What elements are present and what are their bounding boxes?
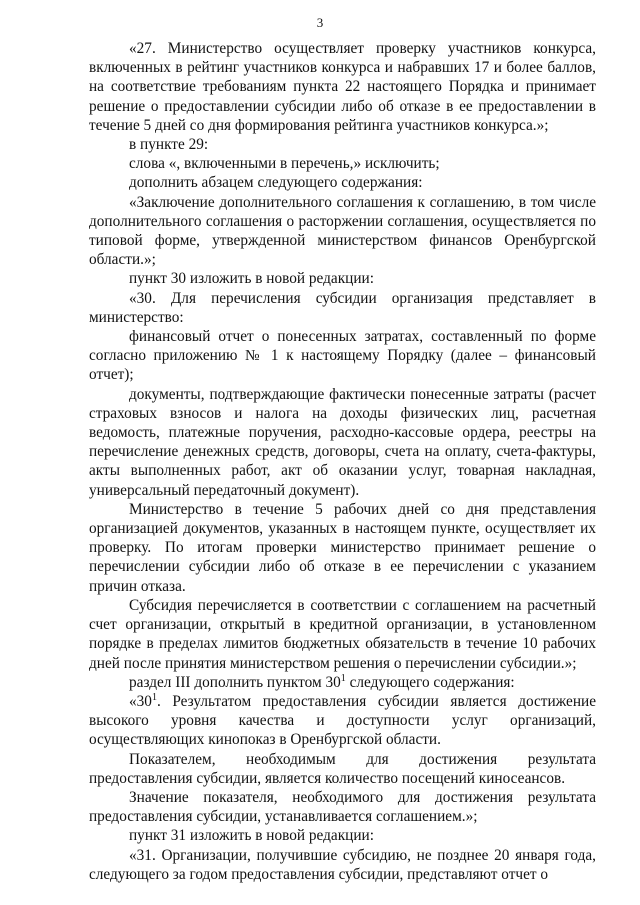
paragraph-subsidy-transfer: Субсидия перечисляется в соответствии с соглашением на расчетный счет организации, открытый в кредитной организации, в установленном порядке в пределах лимитов бюджетных обязательств в течение 10 рабочих дней после принятия министерством решения о перечислении субсидии.»; <box>89 596 596 672</box>
paragraph-p30-intro: пункт 30 изложить в новой редакции: <box>129 270 374 288</box>
paragraph-30-1 <box>89 692 596 750</box>
paragraph-p29-intro: в пункте 29: <box>129 136 209 154</box>
p13-superscript: 1 <box>151 691 157 703</box>
paragraph-indicator-value: Значение показателя, необходимого для достижения результата предоставления субсидии, устанавливается соглашением.»; <box>89 788 596 826</box>
p12-superscript: 1 <box>340 672 346 684</box>
paragraph-words-exclude: слова «, включенными в перечень,» исключить; <box>129 155 440 173</box>
paragraph-31: «31. Организации, получившие субсидию, не позднее 20 января года, следующего за годом предоставления субсидии, представляют отчет о <box>89 846 596 883</box>
paragraph-section3-add <box>89 673 596 692</box>
paragraph-supplementary-agreement: «Заключение дополнительного соглашения к соглашению, в том числе дополнительного соглашения о расторжении соглашения, осуществляется по типовой форме, утвержденной министерством финансов Оренбургской области.»; <box>89 193 596 269</box>
paragraph-p31-intro: пункт 31 изложить в новой редакции: <box>129 827 374 845</box>
paragraph-27: «27. Министерство осуществляет проверку участников конкурса, включенных в рейтинг участников конкурса и набравших 17 и более баллов, на соответствие требованиям пункта 22 настоящего Порядка и принимает решение о предоставлении субсидии либо об отказе в ее предоставлении в течение 5 дней со дня формирования рейтинга участников конкурса.»; <box>89 40 596 134</box>
paragraph-indicator: Показателем, необходимым для достижения результата предоставления субсидии, является количество посещений киносеансов. <box>89 750 596 787</box>
page-number: 3 <box>316 15 324 30</box>
p12-after: следующего содержания: <box>345 673 515 691</box>
p13-after: . Результатом предоставления субсидии является достижение высокого уровня качества и доступности услуг организаций, осуществляющих кинопоказ в Оренбургской области. <box>89 692 596 749</box>
paragraph-documents: документы, подтверждающие фактически понесенные затраты (расчет страховых взносов и налога на доходы физических лиц, расчетная ведомость, платежные поручения, расходно-кассовые ордера, реестры на перечисление денежных средств, договоры, счета на оплату, счета-фактуры, акты выполненных работ, акт об оказании услуг, товарная накладная, универсальный передаточный документ). <box>89 385 596 499</box>
paragraph-add-subparagraph: дополнить абзацем следующего содержания: <box>129 174 423 192</box>
paragraph-ministry-review: Министерство в течение 5 рабочих дней со дня представления организацией документов, указанных в настоящем пункте, осуществляет их проверку. По итогам проверки министерство принимает решение о перечислении субсидии либо об отказе в ее перечислении с указанием причин отказа. <box>89 500 596 595</box>
paragraph-30: «30. Для перечисления субсидии организация представляет в министерство: <box>89 289 596 326</box>
document-body <box>89 39 596 884</box>
p12-before: раздел III дополнить пунктом 30 <box>129 673 341 691</box>
p13-before: «30 <box>129 692 152 710</box>
paragraph-financial-report: финансовый отчет о понесенных затратах, составленный по форме согласно приложению № 1 к настоящему Порядку (далее – финансовый отчет); <box>89 328 596 384</box>
